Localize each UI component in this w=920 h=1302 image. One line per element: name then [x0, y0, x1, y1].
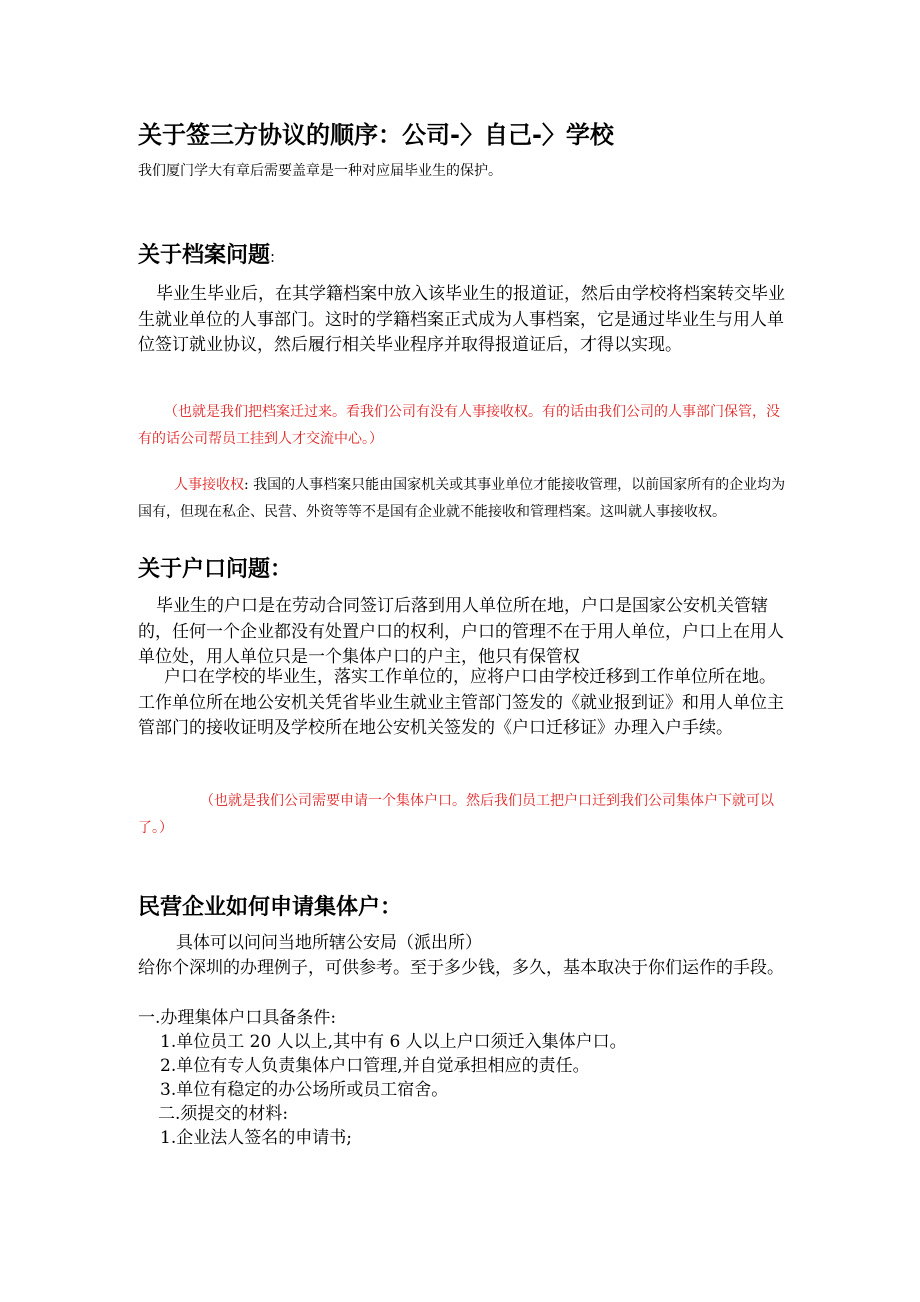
collective-material-1: 1.企业法人签名的申请书; — [160, 1128, 352, 1148]
personnel-right-definition: : 我国的人事档案只能由国家机关或其事业单位才能接收管理，以前国家所有的企业均为国有，但现在私企、民营、外资等等不是国有企业就不能接收和管理档案。这叫就人事接收权。 — [138, 477, 786, 520]
archive-paragraph: 毕业生毕业后，在其学籍档案中放入该毕业生的报道证，然后由学校将档案转交毕业生就业单位的人事部门。这时的学籍档案正式成为人事档案，它是通过毕业生与用人单位签订就业协议，然后履行相关毕业程序并取得报道证后，才得以实现。 — [138, 284, 785, 355]
hukou-heading: 关于户口问题： — [138, 557, 293, 582]
collective-line-1: 具体可以问问当地所辖公安局（派出所） — [176, 933, 482, 953]
collective-condition-2: 2.单位有专人负责集体户口管理,并自觉承担相应的责任。 — [160, 1056, 590, 1076]
archive-heading — [138, 240, 798, 273]
collective-materials-heading: 二.须提交的材料: — [158, 1104, 289, 1124]
personnel-right-term: 人事接收权 — [174, 477, 244, 493]
archive-heading-colon: : — [270, 248, 276, 266]
archive-heading-text: 关于档案问题 — [138, 243, 271, 268]
contract-note: 我们厦门学大有章后需要盖章是一种对应届毕业生的保护。 — [138, 163, 502, 179]
personnel-right-paragraph — [138, 472, 786, 526]
collective-line-2: 给你个深圳的办理例子，可供参考。至于多少钱，多久，基本取决于你们运作的手段。 — [138, 958, 784, 978]
collective-condition-3: 3.单位有稳定的办公场所或员工宿舍。 — [160, 1080, 449, 1100]
contract-order-heading: 关于签三方协议的顺序：公司-〉自己-〉学校 — [138, 121, 614, 149]
collective-heading: 民营企业如何申请集体户： — [138, 895, 403, 920]
hukou-paragraph-1: 毕业生的户口是在劳动合同签订后落到用人单位所在地，户口是国家公安机关管辖的，任何一个企业都没有处置户口的权利，户口的管理不在于用人单位，户口上在用人单位处，用人单位只是一个集体户口的户主，他只有保管权 — [138, 596, 784, 667]
collective-condition-1: 1.单位员工 20 人以上,其中有 6 人以上户口须迁入集体户口。 — [160, 1032, 627, 1052]
hukou-paragraph-2: 户口在学校的毕业生，落实工作单位的，应将户口由学校迁移到工作单位所在地。工作单位所在地公安机关凭省毕业生就业主管部门签发的《就业报到证》和用人单位主管部门的接收证明及学校所在地公安机关签发的《户口迁移证》办理入户手续。 — [138, 667, 784, 738]
collective-conditions-heading: 一.办理集体户口具备条件: — [138, 1008, 337, 1028]
archive-red-note: （也就是我们把档案迁过来。看我们公司有没有人事接收权。有的话由我们公司的人事部门保管，没有的话公司帮员工挂到人才交流中心。） — [138, 404, 780, 447]
hukou-red-note: （也就是我们公司需要申请一个集体户口。然后我们员工把户口迁到我们公司集体户下就可以了。） — [138, 793, 774, 836]
